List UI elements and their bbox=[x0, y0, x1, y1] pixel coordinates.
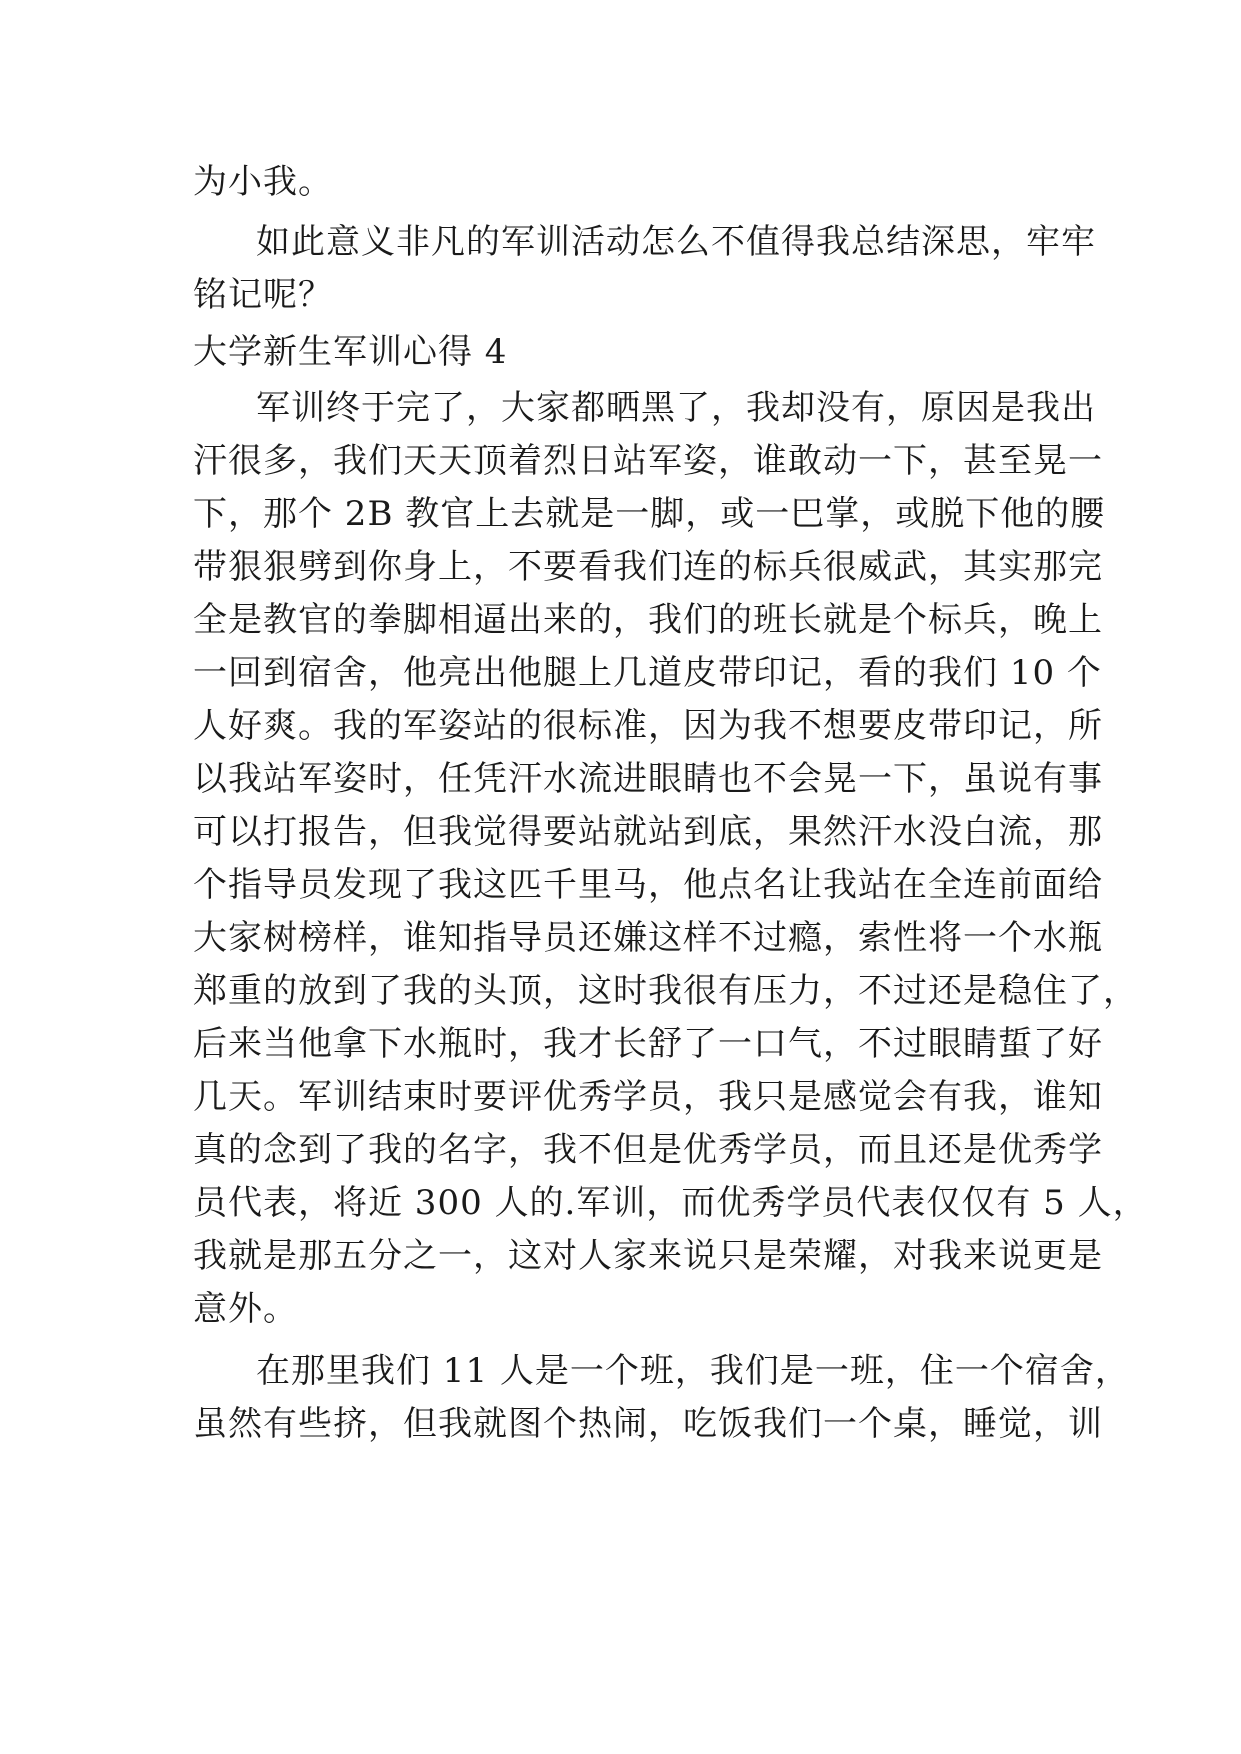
paragraph-first-line: 军训终于完了，大家都晒黑了，我却没有，原因是我出 bbox=[256, 388, 1096, 428]
section-heading: 大学新生军训心得 4 bbox=[193, 332, 508, 372]
text-line: 郑重的放到了我的头顶，这时我很有压力，不过还是稳住了， bbox=[193, 971, 1138, 1011]
text-line: 以我站军姿时，任凭汗水流进眼睛也不会晃一下，虽说有事 bbox=[193, 759, 1103, 799]
text-line: 员代表，将近 300 人的.军训，而优秀学员代表仅仅有 5 人， bbox=[193, 1183, 1148, 1223]
text-line: 为小我。 bbox=[193, 162, 333, 202]
text-line: 全是教官的拳脚相逼出来的，我们的班长就是个标兵，晚上 bbox=[193, 600, 1103, 640]
text-line: 个指导员发现了我这匹千里马，他点名让我站在全连前面给 bbox=[193, 865, 1103, 905]
text-line: 虽然有些挤，但我就图个热闹，吃饭我们一个桌，睡觉，训 bbox=[193, 1404, 1103, 1444]
text-line: 下，那个 2B 教官上去就是一脚，或一巴掌，或脱下他的腰 bbox=[193, 494, 1106, 534]
text-line: 可以打报告，但我觉得要站就站到底，果然汗水没白流，那 bbox=[193, 812, 1103, 852]
paragraph-first-line: 如此意义非凡的军训活动怎么不值得我总结深思，牢牢 bbox=[256, 222, 1096, 262]
text-line: 铭记呢？ bbox=[193, 275, 333, 315]
text-line: 带狠狠劈到你身上，不要看我们连的标兵很威武，其实那完 bbox=[193, 547, 1103, 587]
text-line: 汗很多，我们天天顶着烈日站军姿，谁敢动一下，甚至晃一 bbox=[193, 441, 1103, 481]
text-line: 意外。 bbox=[193, 1289, 298, 1329]
text-line: 几天。军训结束时要评优秀学员，我只是感觉会有我，谁知 bbox=[193, 1077, 1103, 1117]
text-line: 真的念到了我的名字，我不但是优秀学员，而且还是优秀学 bbox=[193, 1130, 1103, 1170]
text-line: 我就是那五分之一，这对人家来说只是荣耀，对我来说更是 bbox=[193, 1236, 1103, 1276]
text-line: 一回到宿舍，他亮出他腿上几道皮带印记，看的我们 10 个 bbox=[193, 653, 1102, 693]
text-line: 人好爽。我的军姿站的很标准，因为我不想要皮带印记，所 bbox=[193, 706, 1103, 746]
paragraph-first-line: 在那里我们 11 人是一个班，我们是一班，住一个宿舍， bbox=[256, 1351, 1130, 1391]
text-line: 后来当他拿下水瓶时，我才长舒了一口气，不过眼睛蜇了好 bbox=[193, 1024, 1103, 1064]
text-line: 大家树榜样，谁知指导员还嫌这样不过瘾，索性将一个水瓶 bbox=[193, 918, 1103, 958]
